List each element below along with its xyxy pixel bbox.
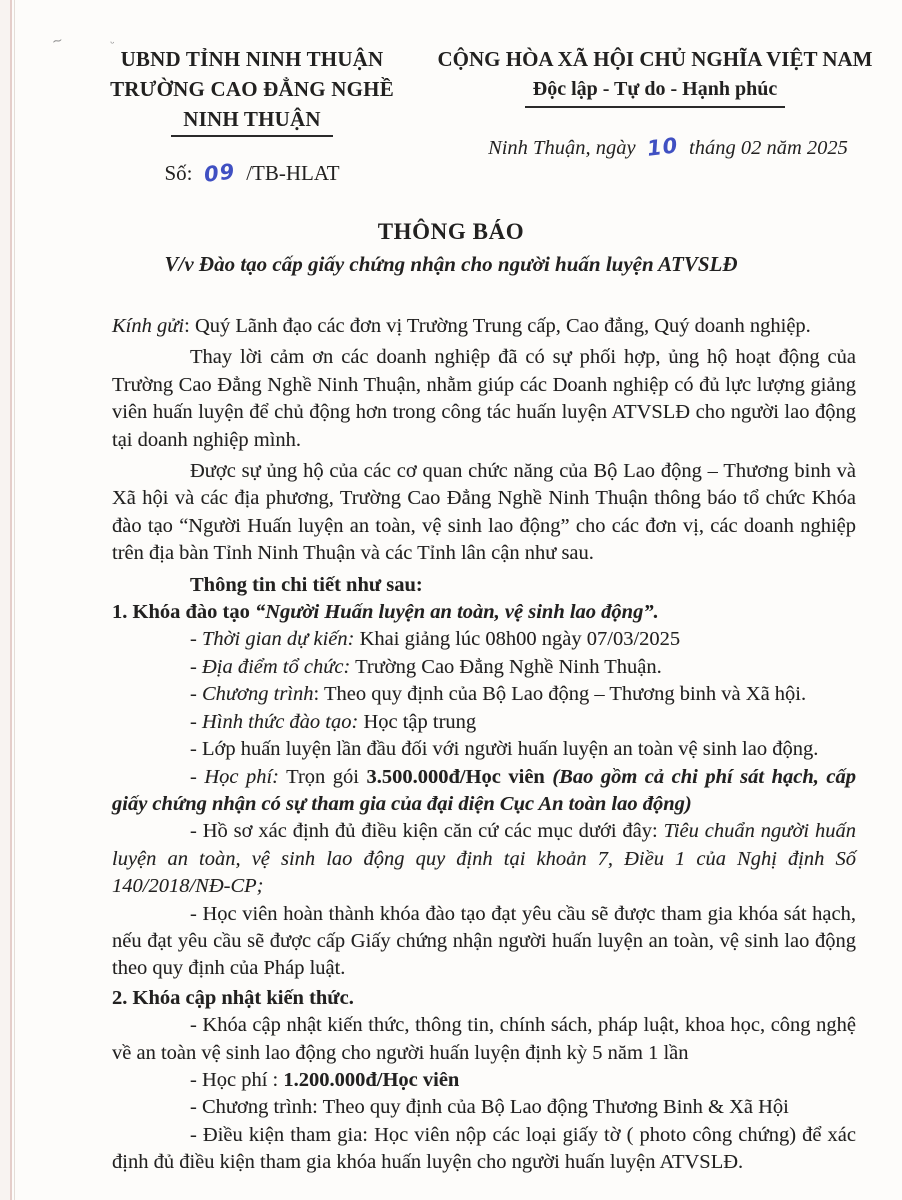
course1-item-first-class: - Lớp huấn luyện lần đầu đối với người huấn luyện an toàn vệ sinh lao động. xyxy=(190,738,819,761)
document-number-suffix: /TB-HLAT xyxy=(246,161,340,185)
dossier-pre: - Hồ sơ xác định đủ điều kiện căn cứ các mục dưới đây: xyxy=(190,820,664,843)
dossier-reference: Tiêu chuẩn người huấn luyện an toàn, vệ sinh lao động quy định tại khoản 7, Điều 1 của Nghị định Số 140/2018/NĐ-CP; xyxy=(112,820,856,898)
national-header-block xyxy=(418,44,902,186)
fee-label: - Học phí: xyxy=(190,765,280,788)
national-motto-row xyxy=(418,74,892,108)
course1-item-program xyxy=(112,681,856,708)
fee2-label: - Học phí : xyxy=(190,1068,284,1091)
handwritten-document-number: 09 xyxy=(202,159,237,187)
handwritten-day: 10 xyxy=(645,133,680,161)
course1-item-dossier xyxy=(112,818,856,900)
fee-amount: 3.500.000đ/Học viên xyxy=(366,765,545,788)
fee-mid: Trọn gói xyxy=(279,765,367,788)
format-label: - Hình thức đào tạo: xyxy=(190,710,359,733)
fee-note: (Bao gồm cả chi phí sát hạch, cấp giấy chứng nhận có sự tham gia của đại diện Cục An toàn lao động) xyxy=(112,765,856,815)
course2-item-program: - Chương trình: Theo quy định của Bộ Lao động Thương Binh & Xã Hội xyxy=(190,1096,789,1119)
time-value: Khai giảng lúc 08h00 ngày 07/03/2025 xyxy=(354,628,681,651)
date-suffix: tháng 02 năm 2025 xyxy=(689,137,848,159)
paragraph-support: Được sự ủng hộ của các cơ quan chức năng của Bộ Lao động – Thương binh và Xã hội và các địa phương, Trường Cao Đẳng Nghề Ninh Thuận thông báo tổ chức Khóa đào tạo “Người Huấn luyện an toàn, vệ sinh lao động” cho các đơn vị, các doanh nghiệp trên địa bàn Tỉnh Ninh Thuận và các Tỉnh lân cận như sau. xyxy=(112,460,856,565)
date-prefix: Ninh Thuận, ngày xyxy=(488,137,636,159)
course1-item-time xyxy=(112,626,856,653)
salutation xyxy=(112,313,856,340)
place-value: Trường Cao Đẳng Nghề Ninh Thuận. xyxy=(350,655,662,678)
format-value: Học tập trung xyxy=(358,710,477,733)
national-motto: Độc lập - Tự do - Hạnh phúc xyxy=(525,77,785,108)
program-value: : Theo quy định của Bộ Lao động – Thương binh và Xã hội. xyxy=(313,683,807,706)
issuer-underlined-text: NINH THUẬN xyxy=(171,105,333,137)
document-number xyxy=(86,161,418,186)
issuer-authority: UBND TỈNH NINH THUẬN xyxy=(120,47,384,71)
course2-heading: 2. Khóa cập nhật kiến thức. xyxy=(112,986,354,1009)
pencil-mark: ᵕ xyxy=(109,36,116,51)
paragraph-thanks: Thay lời cảm ơn các doanh nghiệp đã có sự phối hợp, ủng hộ hoạt động của Trường Cao Đẳng Nghề Ninh Thuận, nhằm giúp các Doanh nghiệp có đủ lực lượng giảng viên huấn luyện để chủ động hơn trong công tác huấn luyện ATVSLĐ cho người lao động tại doanh nghiệp mình. xyxy=(112,346,856,451)
pencil-mark: ~ xyxy=(50,33,65,50)
course1-item-format xyxy=(112,709,856,736)
scan-edge-line xyxy=(10,0,12,1200)
salutation-text: : Quý Lãnh đạo các đơn vị Trường Trung cấp, Cao đẳng, Quý doanh nghiệp. xyxy=(184,315,811,337)
title-block xyxy=(0,219,902,277)
issuer-school-location xyxy=(86,104,418,137)
course1-heading-quote: “Người Huấn luyện an toàn, vệ sinh lao động”. xyxy=(254,601,659,624)
time-label: - Thời gian dự kiến: xyxy=(190,628,355,651)
document-number-label: Số: xyxy=(164,161,193,185)
program-label: - Chương trình xyxy=(190,683,314,706)
document-body xyxy=(112,313,856,1177)
course2-item-desc: - Khóa cập nhật kiến thức, thông tin, chính sách, pháp luật, khoa học, công nghệ về an toàn vệ sinh lao động cho người huấn luyện định kỳ 5 năm 1 lần xyxy=(112,1014,856,1064)
document-title: THÔNG BÁO xyxy=(377,219,525,244)
document-subtitle: V/v Đào tạo cấp giấy chứng nhận cho người huấn luyện ATVSLĐ xyxy=(164,252,738,276)
course2-item-fee xyxy=(112,1067,856,1094)
scan-edge-line-2 xyxy=(14,0,15,1200)
course1-heading xyxy=(112,599,856,626)
course2-item-condition: - Điều kiện tham gia: Học viên nộp các loại giấy tờ ( photo công chứng) để xác định đủ điều kiện tham gia khóa huấn luyện cho người huấn luyện ATVSLĐ. xyxy=(112,1123,856,1174)
scan-edge-strip xyxy=(0,0,10,1200)
course1-item-place xyxy=(112,654,856,681)
course1-item-completion: - Học viên hoàn thành khóa đào tạo đạt yêu cầu sẽ được tham gia khóa sát hạch, nếu đạt yêu cầu sẽ được cấp Giấy chứng nhận người huấn luyện an toàn, vệ sinh lao động theo quy định của Pháp luật. xyxy=(112,902,856,980)
document-header xyxy=(0,0,902,186)
fee2-amount: 1.200.000đ/Học viên xyxy=(283,1068,460,1091)
details-heading: Thông tin chi tiết như sau: xyxy=(190,573,423,596)
national-title: CỘNG HÒA XÃ HỘI CHỦ NGHĨA VIỆT NAM xyxy=(437,47,873,71)
issuer-school-name: TRƯỜNG CAO ĐẲNG NGHỀ xyxy=(110,77,394,101)
date-line xyxy=(418,135,892,160)
issuer-block xyxy=(86,44,418,186)
salutation-label: Kính gửi xyxy=(112,315,185,337)
course1-item-fee xyxy=(112,764,856,819)
course1-heading-prefix: 1. Khóa đào tạo xyxy=(112,601,255,624)
place-label: - Địa điểm tổ chức: xyxy=(190,655,351,678)
